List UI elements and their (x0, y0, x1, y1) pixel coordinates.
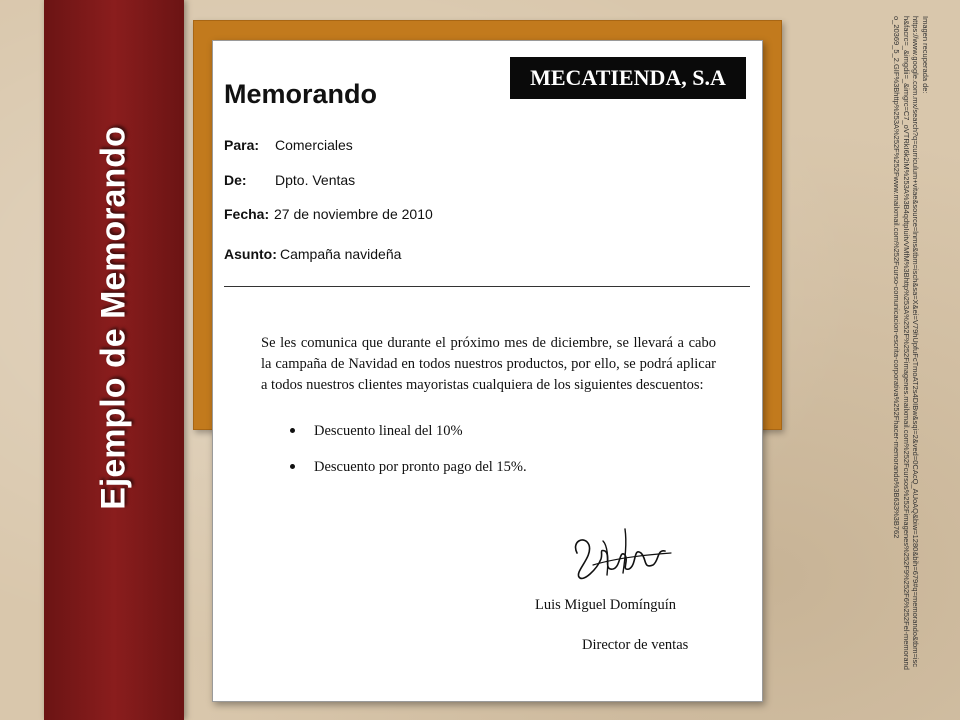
para-value: Comerciales (275, 137, 353, 153)
memo-heading: Memorando (224, 79, 378, 109)
signer-name: Luis Miguel Domínguín (535, 597, 676, 613)
memo-body-text: Se les comunica que durante el próximo mes de diciembre, se llevará a cabo la campaña de Navidad en todos nuestros productos, por ello, se podrá aplicar a todos nuestros clientes mayoristas cualquiera de los siguientes descuentos: (261, 335, 716, 393)
credit-url: https://www.google.com.mx/search?q=curriculum+vitae&source=lnms&tbm=isch&sa=X&ei=V79hUpfuFcTmoAT2s4DIBw&sqi=2&ved=0CAcQ_AUoAQ&biw=1280&bih=679#q=memorando&tbm=isch&facrc=_&imgdii=_&imgrc=C7_oVTRkI6k2iM%253A%3B4qdtpIuitvVMfM%3Bhttp%253A%252F%252Fimagenes.mailxmail.com%252Fcursos%252Fimagenes%252F9%252F6%252Fel-memorando_20369_5_2.GIF%3Bhttp%253A%252F%252Fwww.mailxmail.com%252Fcurso-comunicacion-escrita-corporativa%252Fhacer-memorando%3B633%3B762 (892, 16, 921, 670)
signer-role: Director de ventas (582, 637, 689, 653)
memo-document (212, 40, 763, 702)
handwritten-signature (563, 519, 673, 589)
para-label: Para: (224, 137, 260, 153)
fecha-value: 27 de noviembre de 2010 (274, 206, 433, 222)
company-name-box: MECATIENDA, S.A (510, 57, 746, 99)
de-label: De: (224, 172, 247, 188)
slide-title: Ejemplo de Memorando (94, 126, 133, 510)
header-divider (224, 286, 750, 287)
list-item: Descuento lineal del 10% (268, 421, 527, 457)
de-value: Dpto. Ventas (275, 172, 356, 188)
image-credit (892, 16, 930, 671)
credit-intro: Imagen recuperada de: (921, 16, 930, 94)
asunto-label: Asunto: (224, 246, 277, 262)
fecha-label: Fecha: (224, 206, 270, 222)
asunto-value: Campaña navideña (280, 246, 402, 262)
list-item: Descuento por pronto pago del 15%. (268, 457, 527, 493)
discount-list (268, 421, 527, 493)
